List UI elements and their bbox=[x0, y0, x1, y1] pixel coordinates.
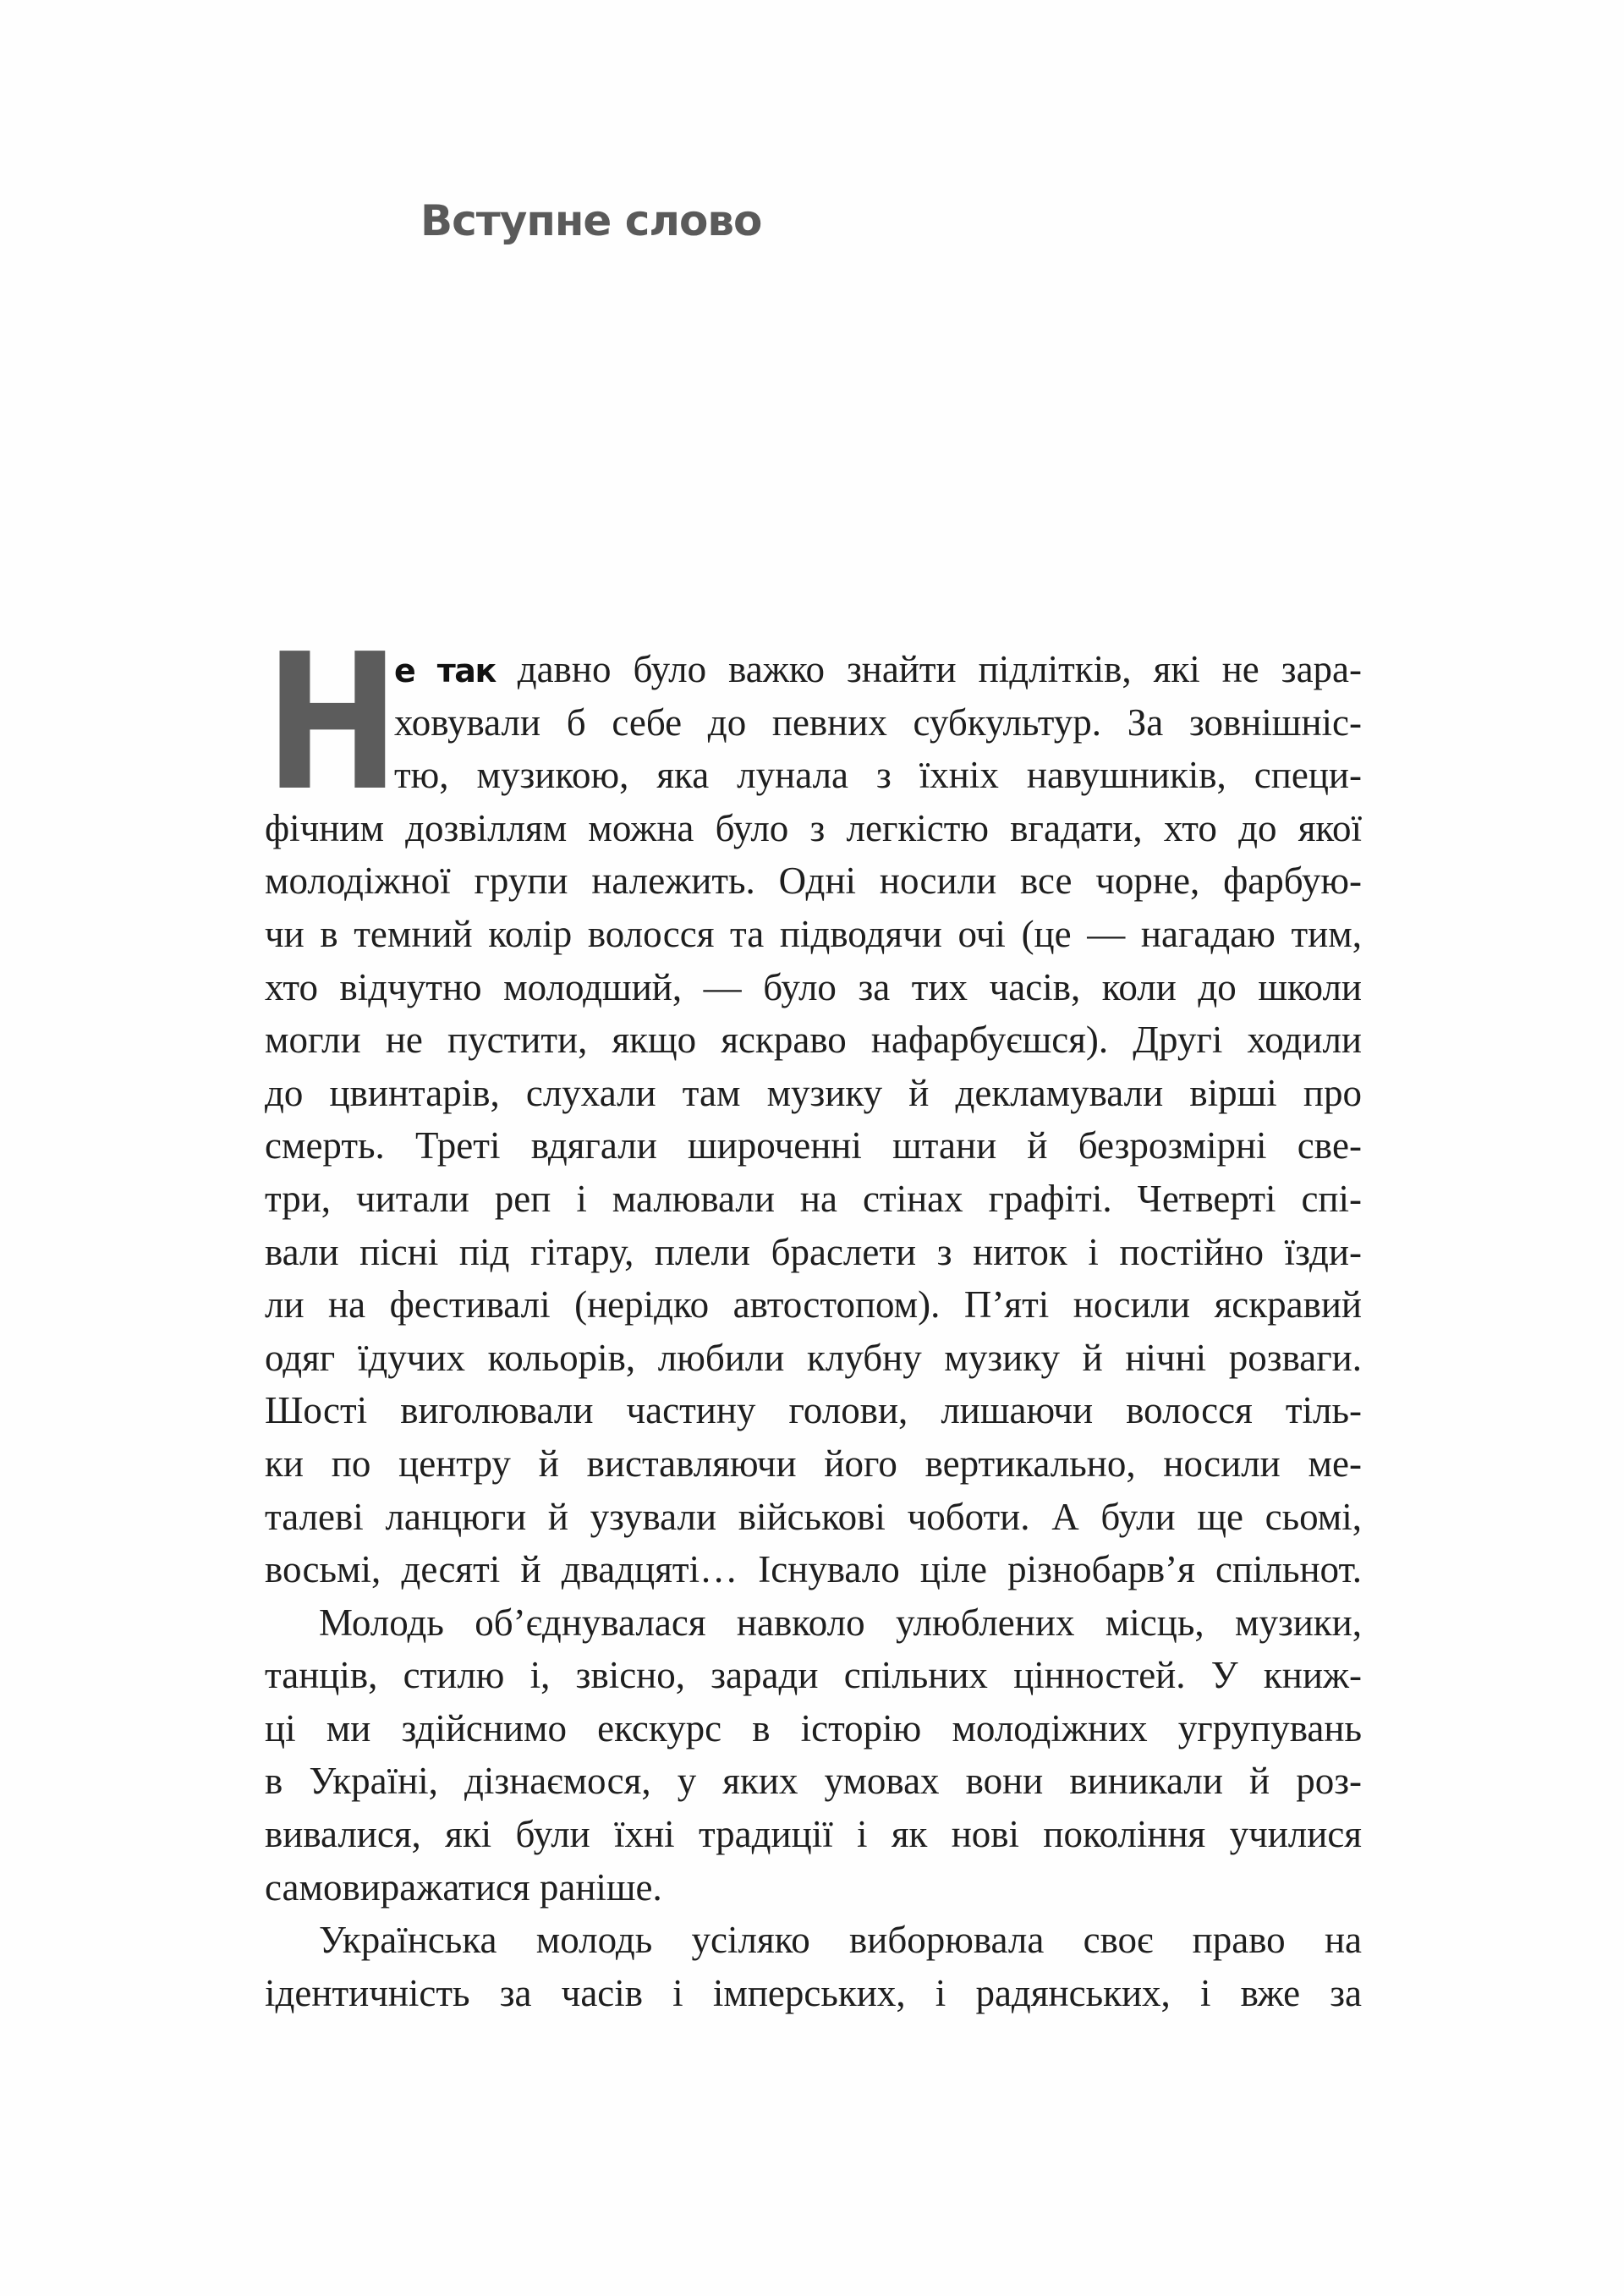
text-line: три, читали реп і малювали на стінах графіті. Четверті спі- bbox=[265, 1177, 1362, 1220]
body-text bbox=[265, 614, 1364, 2019]
text-line: в Україні, дізнаємося, у яких умовах вони виникали й роз- bbox=[265, 1760, 1362, 1803]
text-line: самовиражатися раніше. bbox=[265, 1865, 662, 1909]
drop-cap: Н bbox=[265, 614, 400, 832]
text-line: хто відчутно молодший, — було за тих часів, коли до школи bbox=[265, 965, 1362, 1008]
text-line: смерть. Треті вдягали широченні штани й безрозмірні свe- bbox=[265, 1124, 1362, 1167]
text-line: Молодь об’єднувалася навколо улюблених місць, музики, bbox=[319, 1601, 1362, 1644]
text-line: ховували б себе до певних субкультур. За зовнішніс- bbox=[394, 700, 1362, 744]
text-line: чи в темний колір волосся та підводячи очі (це — нагадаю тим, bbox=[265, 912, 1362, 955]
text-line: ки по центру й виставляючи його вертикально, носили ме- bbox=[265, 1442, 1362, 1485]
paragraph-2 bbox=[265, 1596, 1364, 1914]
text-line: молодіжної групи належить. Одні носили все чорне, фарбую- bbox=[265, 860, 1362, 903]
text-line: одяг їдучих кольорів, любили клубну музику й нічні розваги. bbox=[265, 1336, 1362, 1379]
text-line: ці ми здійснимо екскурс в історію молодіжних угрупувань bbox=[265, 1706, 1362, 1749]
chapter-title: Вступне слово bbox=[420, 196, 762, 245]
text-line: е так давно було важко знайти підлітків, які не зара- bbox=[394, 648, 1362, 690]
text-line: танців, стилю і, звісно, заради спільних цінностей. У книж- bbox=[265, 1654, 1362, 1697]
text-line: тю, музикою, яка лунала з їхніх навушників, специ- bbox=[394, 754, 1362, 797]
text-line: Шості виголювали частину голови, лишаючи волосся тіль- bbox=[265, 1389, 1362, 1432]
text-line: восьмі, десяті й двадцяті… Існувало ціле різнобарв’я спільнот. bbox=[265, 1548, 1362, 1591]
lead-in-bold: е так bbox=[394, 652, 496, 689]
text-line: до цвинтарів, слухали там музику й декламували вірші про bbox=[265, 1071, 1362, 1114]
text-line: ідентичність за часів і імперських, і радянських, і вже за bbox=[265, 1971, 1362, 2014]
text-line: могли не пустити, якщо яскраво нафарбуєшся). Другі ходили bbox=[265, 1019, 1362, 1062]
paragraph-3 bbox=[265, 1914, 1364, 2019]
text-line: фічним дозвіллям можна було з легкістю вгадати, хто до якої bbox=[265, 806, 1362, 849]
text-line: вали пісні під гітару, плели браслети з ниток і постійно їзди- bbox=[265, 1230, 1362, 1273]
text-line: Українська молодь усіляко виборювала своє право на bbox=[319, 1919, 1362, 1962]
paragraph-1 bbox=[265, 614, 1364, 1596]
text-line: вивалися, які були їхні традиції і як нові покоління училися bbox=[265, 1813, 1362, 1856]
text-line: ли на фестивалі (нерідко автостопом). П’яті носили яскравий bbox=[265, 1283, 1362, 1327]
text-line: талеві ланцюги й узували військові чоботи. А були ще сьомі, bbox=[265, 1495, 1362, 1538]
